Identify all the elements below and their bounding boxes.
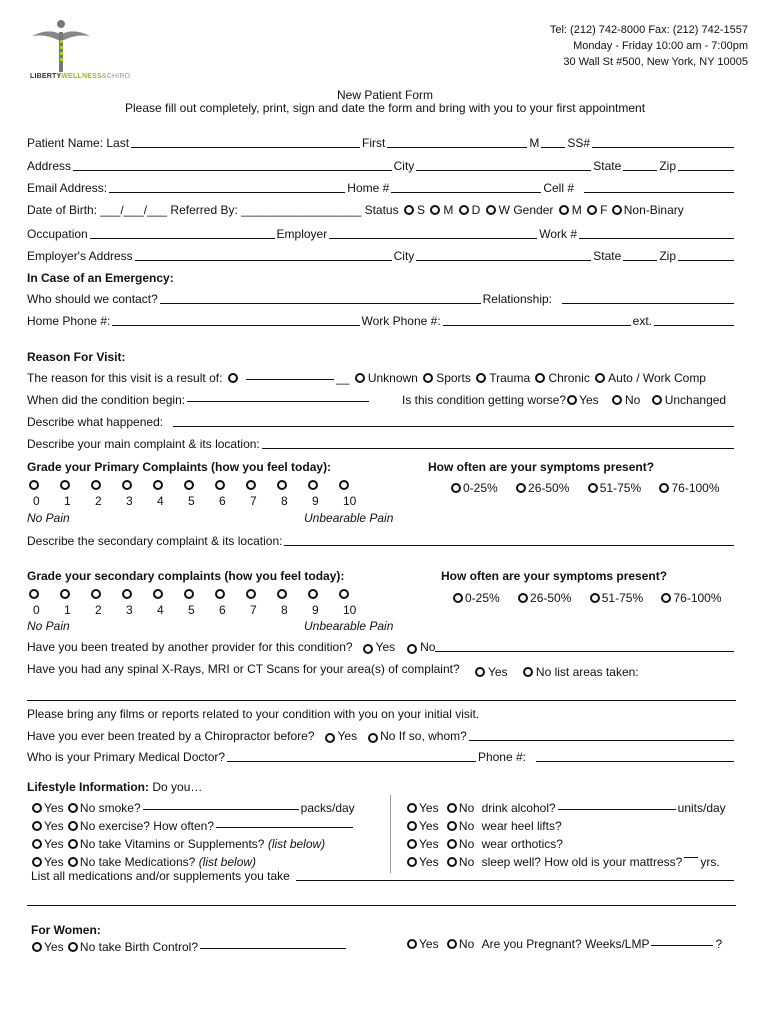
primary-frequency-options: 0-25% 26-50% 51-75% 76-100% bbox=[450, 481, 720, 495]
orthotics-yes-radio[interactable] bbox=[407, 839, 417, 849]
worse-no-radio[interactable] bbox=[612, 395, 622, 405]
pregnant-yes-radio[interactable] bbox=[407, 939, 417, 949]
chiro-row: Have you ever been treated by a Chiropractor before? Yes No If so, whom? bbox=[27, 729, 736, 743]
secondary-pain-8-radio[interactable] bbox=[277, 589, 287, 599]
smoke-packs-field[interactable] bbox=[143, 809, 299, 810]
meds-row: Yes No take Medications? (list below) bbox=[31, 855, 256, 869]
primary-pain-1-radio[interactable] bbox=[60, 480, 70, 490]
sleep-no-radio[interactable] bbox=[447, 857, 457, 867]
condition-begin-field[interactable] bbox=[187, 401, 369, 402]
vitamins-no-radio[interactable] bbox=[68, 839, 78, 849]
condition-begin-row: When did the condition begin: bbox=[27, 393, 371, 407]
secondary-pain-10-radio[interactable] bbox=[339, 589, 349, 599]
emergency-phone-row: Home Phone #: Work Phone #: ext. bbox=[27, 314, 736, 328]
primary-scale-numbers: 0 1 2 3 4 5 6 7 8 9 10 bbox=[33, 494, 357, 508]
smoke-row: Yes No smoke? packs/day bbox=[31, 801, 355, 815]
form-subtitle: Please fill out completely, print, sign and date the form and bring with you to your first appointment bbox=[124, 101, 646, 115]
logo-figure-icon bbox=[30, 18, 140, 80]
secondary-pain-1-radio[interactable] bbox=[60, 589, 70, 599]
grade-primary-heading: Grade your Primary Complaints (how you feel today): bbox=[27, 460, 332, 474]
primary-pain-3-radio[interactable] bbox=[122, 480, 132, 490]
worse-unchanged-radio[interactable] bbox=[652, 395, 662, 405]
vitamins-row: Yes No take Vitamins or Supplements? (list below) bbox=[31, 837, 325, 851]
secondary-pain-4-radio[interactable] bbox=[153, 589, 163, 599]
doctor-phone-field[interactable] bbox=[536, 761, 734, 762]
form-title: New Patient Form bbox=[336, 88, 434, 102]
smoke-yes-radio[interactable] bbox=[32, 803, 42, 813]
primary-pain-9-radio[interactable] bbox=[308, 480, 318, 490]
primary-pain-8-radio[interactable] bbox=[277, 480, 287, 490]
primary-pain-7-radio[interactable] bbox=[246, 480, 256, 490]
middle-initial-field[interactable] bbox=[541, 147, 565, 148]
treated-yes-radio[interactable] bbox=[363, 644, 373, 654]
lifestyle-divider bbox=[390, 795, 391, 873]
status-m-radio[interactable] bbox=[430, 205, 440, 215]
grade-secondary-heading: Grade your secondary complaints (how you feel today): bbox=[27, 569, 345, 583]
meds-yes-radio[interactable] bbox=[32, 857, 42, 867]
secondary-freq-26-50-radio[interactable] bbox=[518, 593, 528, 603]
secondary-pain-scale bbox=[27, 587, 368, 601]
last-name-field[interactable] bbox=[131, 147, 360, 148]
ssn-field[interactable] bbox=[592, 147, 734, 148]
employer-address-field[interactable] bbox=[135, 260, 392, 261]
section-divider bbox=[27, 905, 736, 906]
reason-other-field[interactable] bbox=[246, 379, 334, 380]
office-address: 30 Wall St #500, New York, NY 10005 bbox=[563, 56, 748, 68]
employer-city-field[interactable] bbox=[416, 260, 591, 261]
treated-field[interactable] bbox=[435, 651, 734, 652]
home-phone-field[interactable] bbox=[391, 192, 541, 193]
secondary-frequency-options: 0-25% 26-50% 51-75% 76-100% bbox=[452, 591, 722, 605]
secondary-complaint-row: Describe the secondary complaint & its location: bbox=[27, 534, 736, 548]
how-often-heading: How often are your symptoms present? bbox=[428, 460, 655, 474]
primary-pain-0-radio[interactable] bbox=[29, 480, 39, 490]
secondary-pain-7-radio[interactable] bbox=[246, 589, 256, 599]
secondary-complaint-field[interactable] bbox=[284, 545, 734, 546]
primary-pain-6-radio[interactable] bbox=[215, 480, 225, 490]
orthotics-no-radio[interactable] bbox=[447, 839, 457, 849]
logo-chiro: &CHIRO bbox=[101, 73, 131, 80]
doctor-row: Who is your Primary Medical Doctor? Phone #: bbox=[27, 750, 736, 764]
primary-pain-scale bbox=[27, 478, 368, 492]
cell-phone-field[interactable] bbox=[584, 192, 734, 193]
alcohol-yes-radio[interactable] bbox=[407, 803, 417, 813]
condition-worse-row: Is this condition getting worse? Yes No Unchanged bbox=[402, 393, 727, 407]
logo-liberty: LIBERTY bbox=[30, 73, 62, 80]
pregnant-row: Yes No Are you Pregnant? Weeks/LMP ? bbox=[406, 937, 722, 951]
no-pain-label: No Pain bbox=[27, 511, 70, 525]
contact-info bbox=[550, 22, 748, 70]
logo bbox=[30, 18, 140, 80]
reason-sports-radio[interactable] bbox=[423, 373, 433, 383]
main-complaint-field[interactable] bbox=[262, 448, 734, 449]
birth-control-no-radio[interactable] bbox=[68, 942, 78, 952]
emergency-ext-field[interactable] bbox=[654, 325, 734, 326]
chiro-no-radio[interactable] bbox=[368, 733, 378, 743]
first-name-field[interactable] bbox=[387, 147, 527, 148]
employer-state-field[interactable] bbox=[623, 260, 657, 261]
films-note: Please bring any films or reports related to your condition with you on your initial visit. bbox=[27, 707, 480, 721]
primary-pain-5-radio[interactable] bbox=[184, 480, 194, 490]
employer-zip-field[interactable] bbox=[678, 260, 734, 261]
zip-field[interactable] bbox=[678, 170, 734, 171]
heels-no-radio[interactable] bbox=[447, 821, 457, 831]
secondary-freq-0-25-radio[interactable] bbox=[453, 593, 463, 603]
reason-heading: Reason For Visit: bbox=[27, 350, 126, 364]
emergency-work-phone-field[interactable] bbox=[443, 325, 631, 326]
state-field[interactable] bbox=[623, 170, 657, 171]
exercise-field[interactable] bbox=[216, 827, 353, 828]
primary-freq-51-75-radio[interactable] bbox=[588, 483, 598, 493]
vitamins-yes-radio[interactable] bbox=[32, 839, 42, 849]
primary-pain-10-radio[interactable] bbox=[339, 480, 349, 490]
xrays-areas-line[interactable] bbox=[27, 700, 736, 701]
secondary-pain-0-radio[interactable] bbox=[29, 589, 39, 599]
list-meds-row: List all medications and/or supplements you take bbox=[31, 869, 736, 883]
gender-f-radio[interactable] bbox=[587, 205, 597, 215]
alcohol-units-field[interactable] bbox=[558, 809, 676, 810]
describe-happened-field[interactable] bbox=[173, 426, 734, 427]
heels-yes-radio[interactable] bbox=[407, 821, 417, 831]
xrays-yes-radio[interactable] bbox=[475, 667, 485, 677]
employer-field[interactable] bbox=[329, 238, 537, 239]
secondary-pain-2-radio[interactable] bbox=[91, 589, 101, 599]
status-d-radio[interactable] bbox=[459, 205, 469, 215]
meds-no-radio[interactable] bbox=[68, 857, 78, 867]
sleep-row: Yes No sleep well? How old is your mattress? yrs. bbox=[406, 855, 720, 869]
primary-pain-4-radio[interactable] bbox=[153, 480, 163, 490]
exercise-no-radio[interactable] bbox=[68, 821, 78, 831]
email-row: Email Address: Home # Cell # bbox=[27, 181, 736, 195]
reason-other-radio[interactable] bbox=[228, 373, 238, 383]
occupation-row: Occupation Employer Work # bbox=[27, 227, 736, 241]
reason-trauma-radio[interactable] bbox=[476, 373, 486, 383]
unbearable-pain-label: Unbearable Pain bbox=[304, 511, 394, 525]
xrays-row: Have you had any spinal X-Rays, MRI or CT Scans for your area(s) of complaint? Yes No list areas taken: bbox=[27, 662, 639, 679]
birth-control-field[interactable] bbox=[200, 948, 346, 949]
status-s-radio[interactable] bbox=[404, 205, 414, 215]
lifestyle-heading-row: Lifestyle Information: Do you… bbox=[27, 780, 203, 794]
emergency-heading: In Case of an Emergency: bbox=[27, 271, 174, 285]
reason-chronic-radio[interactable] bbox=[535, 373, 545, 383]
patient-name-row: Patient Name: Last First M SS# bbox=[27, 136, 736, 150]
secondary-pain-5-radio[interactable] bbox=[184, 589, 194, 599]
primary-doctor-field[interactable] bbox=[227, 761, 476, 762]
relationship-field[interactable] bbox=[562, 303, 734, 304]
describe-happened-row: Describe what happened: bbox=[27, 415, 736, 429]
address-field[interactable] bbox=[73, 170, 392, 171]
mattress-age-field[interactable] bbox=[684, 857, 698, 858]
email-field[interactable] bbox=[109, 192, 345, 193]
tel-fax: Tel: (212) 742-8000 Fax: (212) 742-1557 bbox=[549, 24, 748, 36]
main-complaint-row: Describe your main complaint & its location: bbox=[27, 437, 736, 451]
medications-field[interactable] bbox=[296, 880, 734, 881]
secondary-freq-76-100-radio[interactable] bbox=[661, 593, 671, 603]
pregnant-no-radio[interactable] bbox=[447, 939, 457, 949]
dob-status-row: Date of Birth: ___/___/___ Referred By: __________________ Status S M D W Gender M F Non-Binary bbox=[27, 203, 684, 217]
how-often-secondary-heading: How often are your symptoms present? bbox=[441, 569, 668, 583]
orthotics-row: Yes No wear orthotics? bbox=[406, 837, 563, 851]
gender-m-radio[interactable] bbox=[559, 205, 569, 215]
treated-no-radio[interactable] bbox=[407, 644, 417, 654]
chiro-whom-field[interactable] bbox=[469, 740, 734, 741]
women-heading: For Women: bbox=[31, 923, 101, 937]
occupation-field[interactable] bbox=[90, 238, 275, 239]
city-field[interactable] bbox=[416, 170, 591, 171]
emergency-contact-row: Who should we contact? Relationship: bbox=[27, 292, 736, 306]
worse-yes-radio[interactable] bbox=[567, 395, 577, 405]
pregnancy-weeks-field[interactable] bbox=[651, 945, 713, 946]
exercise-row: Yes No exercise? How often? bbox=[31, 819, 355, 833]
emergency-home-phone-field[interactable] bbox=[112, 325, 359, 326]
secondary-scale-numbers: 0 1 2 3 4 5 6 7 8 9 10 bbox=[33, 603, 357, 617]
gender-nonbinary-radio[interactable] bbox=[612, 205, 622, 215]
emergency-contact-field[interactable] bbox=[160, 303, 481, 304]
secondary-unbearable-label: Unbearable Pain bbox=[304, 619, 394, 633]
reason-unknown-radio[interactable] bbox=[355, 373, 365, 383]
primary-freq-76-100-radio[interactable] bbox=[659, 483, 669, 493]
secondary-pain-3-radio[interactable] bbox=[122, 589, 132, 599]
treated-row: Have you been treated by another provider for this condition? Yes No bbox=[27, 640, 736, 654]
primary-freq-0-25-radio[interactable] bbox=[451, 483, 461, 493]
smoke-no-radio[interactable] bbox=[68, 803, 78, 813]
sleep-yes-radio[interactable] bbox=[407, 857, 417, 867]
work-phone-field[interactable] bbox=[579, 238, 734, 239]
logo-wellness: WELLNESS bbox=[61, 73, 102, 80]
alcohol-no-radio[interactable] bbox=[447, 803, 457, 813]
alcohol-row: Yes No drink alcohol? units/day bbox=[406, 801, 726, 815]
status-w-radio[interactable] bbox=[486, 205, 496, 215]
chiro-yes-radio[interactable] bbox=[325, 733, 335, 743]
exercise-yes-radio[interactable] bbox=[32, 821, 42, 831]
heel-lifts-row: Yes No wear heel lifts? bbox=[406, 819, 562, 833]
address-row: Address City State Zip bbox=[27, 159, 736, 173]
secondary-pain-9-radio[interactable] bbox=[308, 589, 318, 599]
secondary-pain-6-radio[interactable] bbox=[215, 589, 225, 599]
birth-control-row: Yes No take Birth Control? bbox=[31, 940, 348, 954]
primary-pain-2-radio[interactable] bbox=[91, 480, 101, 490]
office-hours: Monday - Friday 10:00 am - 7:00pm bbox=[573, 40, 748, 52]
secondary-freq-51-75-radio[interactable] bbox=[590, 593, 600, 603]
xrays-no-radio[interactable] bbox=[523, 667, 533, 677]
employer-address-row: Employer's Address City State Zip bbox=[27, 249, 736, 263]
reason-row: The reason for this visit is a result of: __ Unknown Sports Trauma Chronic Auto / Work Comp bbox=[27, 371, 706, 385]
reason-auto-radio[interactable] bbox=[595, 373, 605, 383]
secondary-no-pain-label: No Pain bbox=[27, 619, 70, 633]
primary-freq-26-50-radio[interactable] bbox=[516, 483, 526, 493]
dob-referred-label: Date of Birth: ___/___/___ Referred By: __________________ Status bbox=[27, 203, 399, 217]
birth-control-yes-radio[interactable] bbox=[32, 942, 42, 952]
